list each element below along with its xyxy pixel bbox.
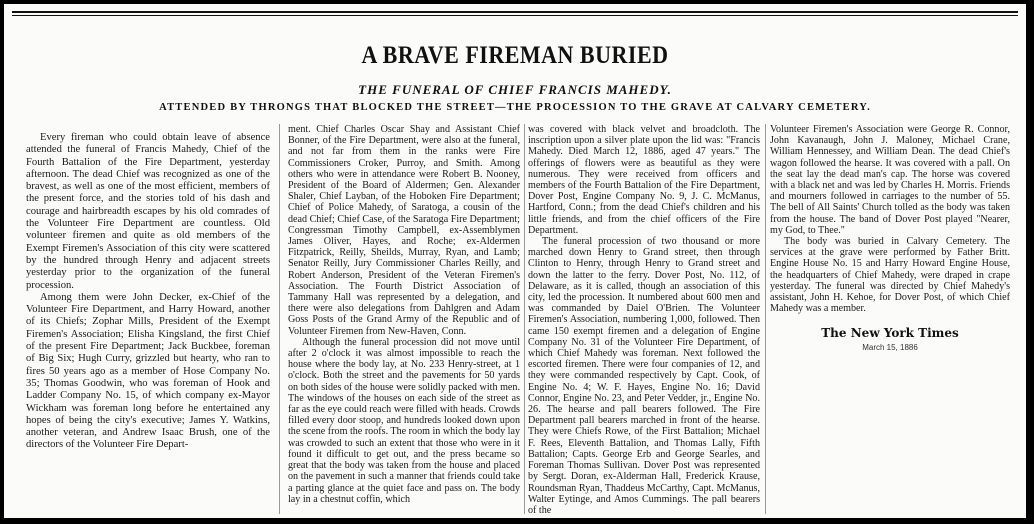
paragraph: The body was buried in Calvary Cemetery. The services at the grave were performed by Father Britt. Engine House No. 15 and Harry Howard Engine House, the headquarters of Chief Mahedy, were draped in crape yesterday. The funeral was directed by Chief Mahedy's assistant, John H. Kehoe, for Dover Post, of which Chief Mahedy was a member.	[770, 236, 1010, 315]
publication-date: March 15, 1886	[862, 342, 918, 352]
subheadline: THE FUNERAL OF CHIEF FRANCIS MAHEDY.	[358, 82, 672, 97]
top-rule	[12, 11, 1018, 13]
newspaper-page	[4, 4, 1026, 518]
column-divider	[524, 124, 525, 514]
column-3	[528, 124, 760, 516]
column-1	[26, 132, 270, 452]
paragraph: The funeral procession of two thousand or more marched down Henry to Grand street, then through Clinton to Henry, through Henry to Grand street and down the latter to the ferry. Dover Post, No. 112, of Delaware, as it is called, though an association of this city, led the procession. It numbered about 600 men and was commanded by Daiel O'Brien. The Volunteer Firemen's Association, numbering 1,000, followed. Then came 150 exempt firemen and a delegation of Engine Company No. 31 of the Volunteer Fire Department, of which Chief Mahedy was foreman. Next followed the escorted firemen. There were four companies of 12, and they were commanded respectively by Capt. Cook, of Engine No. 4; W. F. Hayes, Engine No. 16; David Connor, Engine No. 23, and Peter Vedder, jr., Engine No. 26. The hearse and pall bearers followed. The Fire Department pall bearers marched in front of the hearse. They were Chiefs Rowe, of the First Battalion; Michael F. Rees, Eleventh Battalion, and Thomas Lally, Fifth Battalion; Capts. George Erb and George Searles, and Foreman Thomas Sullivan. Dover Post was represented by Sergt. Doran, ex-Alderman Hall, Frederick Krause, Roundsman Ryan, Thaddeus McCarthy, Capt. McManus, Walter Eytinge, and Amos Cummings. The pall bearers of the	[528, 236, 760, 516]
paragraph: was covered with black velvet and broadcloth. The inscription upon a silver plate upon the lid was: "Francis Mahedy. Died March 12, 1886, aged 47 years." The offerings of flowers were as beautiful as they were numerous. They were received from officers and members of the Fourth Battalion of the Fire Department, Dover Post, Engine Company No. 9, J. C. McManus, Hartford, Conn.; from the dead Chief's children and his little friends, and from the chief officers of the Fire Department.	[528, 124, 760, 236]
headline: A BRAVE FIREMAN BURIED	[361, 40, 669, 69]
column-divider	[765, 124, 766, 514]
top-rule-thin	[12, 15, 1018, 16]
paragraph: Among them were John Decker, ex-Chief of the Volunteer Fire Department, and Harry Howard, another of its Chiefs; Zophar Mills, President of the Exempt Firemen's Association; Elisha Kingsland, the first Chief of the present Fire Department; Jack Buckbee, foreman of Big Six; Hugh Curry, grizzled but hearty, who ran to fires 50 years ago as a member of Hose Company No. 35; Thomas Goodwin, who was foreman of Hook and Ladder Company No. 15, of which company ex-Mayor Wickham was foreman long before he entertained any hopes of being the city's executive; James Y. Watkins, another veteran, and Andrew Isaac Brush, one of the directors of the Volunteer Fire Depart-	[26, 291, 270, 451]
column-2	[288, 124, 520, 505]
paragraph: Volunteer Firemen's Association were George R. Connor, John Kavanaugh, John J. Maloney, Michael Crane, William Hennessey, and William Dean. The dead Chief's wagon followed the hearse. It was covered with a pall. On the seat lay the dead man's cap. The horse was covered with a black net and was led by Charles H. Morris. Friends and mourners followed in carriages to the number of 55. The bell of All Saints' Church tolled as the body was taken from the house. The band of Dover Post played "Nearer, my God, to Thee."	[770, 124, 1010, 236]
column-4	[770, 124, 1010, 353]
column-divider	[279, 124, 280, 514]
paragraph: ment. Chief Charles Oscar Shay and Assistant Chief Bonner, of the Fire Department, were also at the funeral, and not far from them in the ranks were Fire Commissioners Croker, Purroy, and Smith. Among others who were in attendance were Robert B. Nooney, President of the Board of Aldermen; Gen. Alexander Shaler, Chief Layban, of the Hoboken Fire Department; Chief of Police Mahedy, of Saratoga, a cousin of the dead Chief; Chief Case, of the Saratoga Fire Department; Congressman Timothy Campbell, ex-Assemblymen James Oliver, Hayes, and Roche; ex-Aldermen Fitzpatrick, Reilly, Sheilds, Murray, Ryan, and Lamb; Senator Reilly, Jury Commissioner Charles Reilly, and Robert Anderson, President of the Veteran Firemen's Association. The Fourth District Association of Tammany Hall was represented by a delegation, and there were also delegations from Dahlgren and Adam Goss Posts of the Grand Army of the Republic and of Volunteer Firemen from New-Haven, Conn.	[288, 124, 520, 337]
deck: ATTENDED BY THRONGS THAT BLOCKED THE STREET—THE PROCESSION TO THE GRAVE AT CALVARY CEMETERY.	[159, 102, 871, 113]
paragraph: Although the funeral procession did not move until after 2 o'clock it was almost impossible to reach the house where the body lay, at No. 233 Henry-street, at 1 o'clock. Both the street and the pavements for 50 yards on both sides of the house were solidly packed with men. The windows of the houses on each side of the street as far as the eye could reach were filled with heads. Crowds filled every door stoop, and hundreds looked down upon the scene from the roofs. The room in which the body lay was crowded to such an extent that those who were in it found it difficult to get out, and the press became so great that the body was taken from the house and placed on the pavement in such a manner that friends could take a parting glance at the quiet face and pass on. The body lay in a chestnut coffin, which	[288, 336, 520, 505]
paragraph: Every fireman who could obtain leave of absence attended the funeral of Francis Mahedy, Chief of the Fourth Battalion of the Fire Department, yesterday afternoon. The dead Chief was recognized as one of the bravest, as well as one of the most efficient, members of the present force, and the stories told of his dash and courage and hairbreadth escapes by his old comrades of the Volunteer Fire Department are countless. Old volunteer firemen and quite as old members of the Exempt Firemen's Association of this city were scattered by the hundred through Henry and adjacent streets yesterday prior to the organization of the funeral procession.	[26, 132, 270, 291]
nyt-logo: The New York Times	[821, 326, 959, 341]
